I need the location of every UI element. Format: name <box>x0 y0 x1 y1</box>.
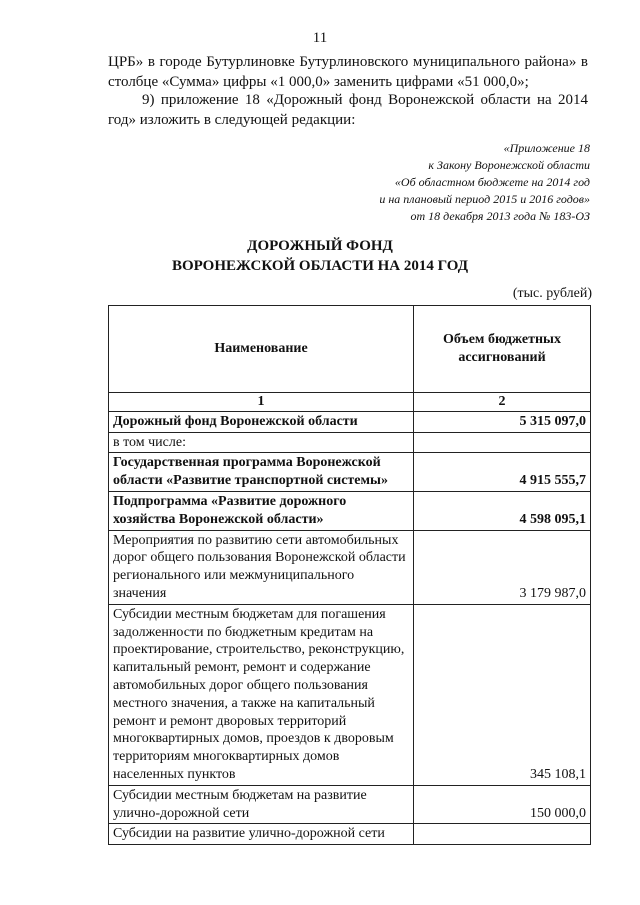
header-amount: Объем бюджетных ассигнований <box>414 306 591 393</box>
appendix-line: «Об областном бюджете на 2014 год <box>394 175 590 189</box>
row-name: Субсидии на развитие улично-дорожной сети <box>109 824 414 845</box>
table-row <box>109 432 591 453</box>
appendix-line: от 18 декабря 2013 года № 183-ОЗ <box>410 209 590 223</box>
units-label: (тыс. рублей) <box>512 286 592 301</box>
appendix-line: к Закону Воронежской области <box>428 158 590 172</box>
row-amount: 4 598 095,1 <box>414 491 591 530</box>
appendix-reference <box>270 140 590 225</box>
row-amount: 5 315 097,0 <box>414 411 591 432</box>
column-number-row <box>109 393 591 412</box>
row-amount: 3 179 987,0 <box>414 530 591 604</box>
table-row <box>109 785 591 824</box>
row-name: Подпрограмма «Развитие дорожного хозяйства Воронежской области» <box>109 491 414 530</box>
table-row <box>109 824 591 845</box>
row-amount <box>414 432 591 453</box>
row-amount: 150 000,0 <box>414 785 591 824</box>
header-name: Наименование <box>109 306 414 393</box>
table-row <box>109 604 591 785</box>
row-name: Субсидии местным бюджетам на развитие улично-дорожной сети <box>109 785 414 824</box>
table-row <box>109 491 591 530</box>
row-amount <box>414 824 591 845</box>
row-name: Субсидии местным бюджетам для погашения задолженности по бюджетным кредитам на проектирование, строительство, реконструкцию, капитальный ремонт, ремонт и содержание автомобильных дорог общего пользования местного значения, а также на капитальный ремонт и ремонт дворовых территорий многоквартирных домов, проездов к дворовым территориям многоквартирных домов населенных пунктов <box>109 604 414 785</box>
appendix-line: и на плановый период 2015 и 2016 годов» <box>379 192 590 206</box>
paragraph-amendment-9: 9) приложение 18 «Дорожный фонд Воронежской области на 2014 год» изложить в следующей редакции: <box>108 92 588 128</box>
row-amount: 4 915 555,7 <box>414 453 591 492</box>
appendix-line: «Приложение 18 <box>503 141 590 155</box>
row-name: Государственная программа Воронежской области «Развитие транспортной системы» <box>109 453 414 492</box>
row-amount: 345 108,1 <box>414 604 591 785</box>
road-fund-table <box>108 305 591 845</box>
row-name: Дорожный фонд Воронежской области <box>109 411 414 432</box>
paragraph-amendment-8: ЦРБ» в городе Бутурлиновке Бутурлиновского муниципального района» в столбце «Сумма» цифры «1 000,0» заменить цифрами «51 000,0»; <box>108 54 588 90</box>
table-row <box>109 453 591 492</box>
column-number-2: 2 <box>414 393 591 412</box>
table-header-row <box>109 306 591 393</box>
title-line: ВОРОНЕЖСКОЙ ОБЛАСТИ НА 2014 ГОД <box>171 258 469 274</box>
page-number: 11 <box>312 30 328 46</box>
table-row <box>109 530 591 604</box>
row-name: в том числе: <box>109 432 414 453</box>
table-row <box>109 411 591 432</box>
title-line: ДОРОЖНЫЙ ФОНД <box>247 238 393 254</box>
column-number-1: 1 <box>109 393 414 412</box>
document-title <box>0 236 640 276</box>
row-name: Мероприятия по развитию сети автомобильных дорог общего пользования Воронежской области регионального или межмуниципального значения <box>109 530 414 604</box>
